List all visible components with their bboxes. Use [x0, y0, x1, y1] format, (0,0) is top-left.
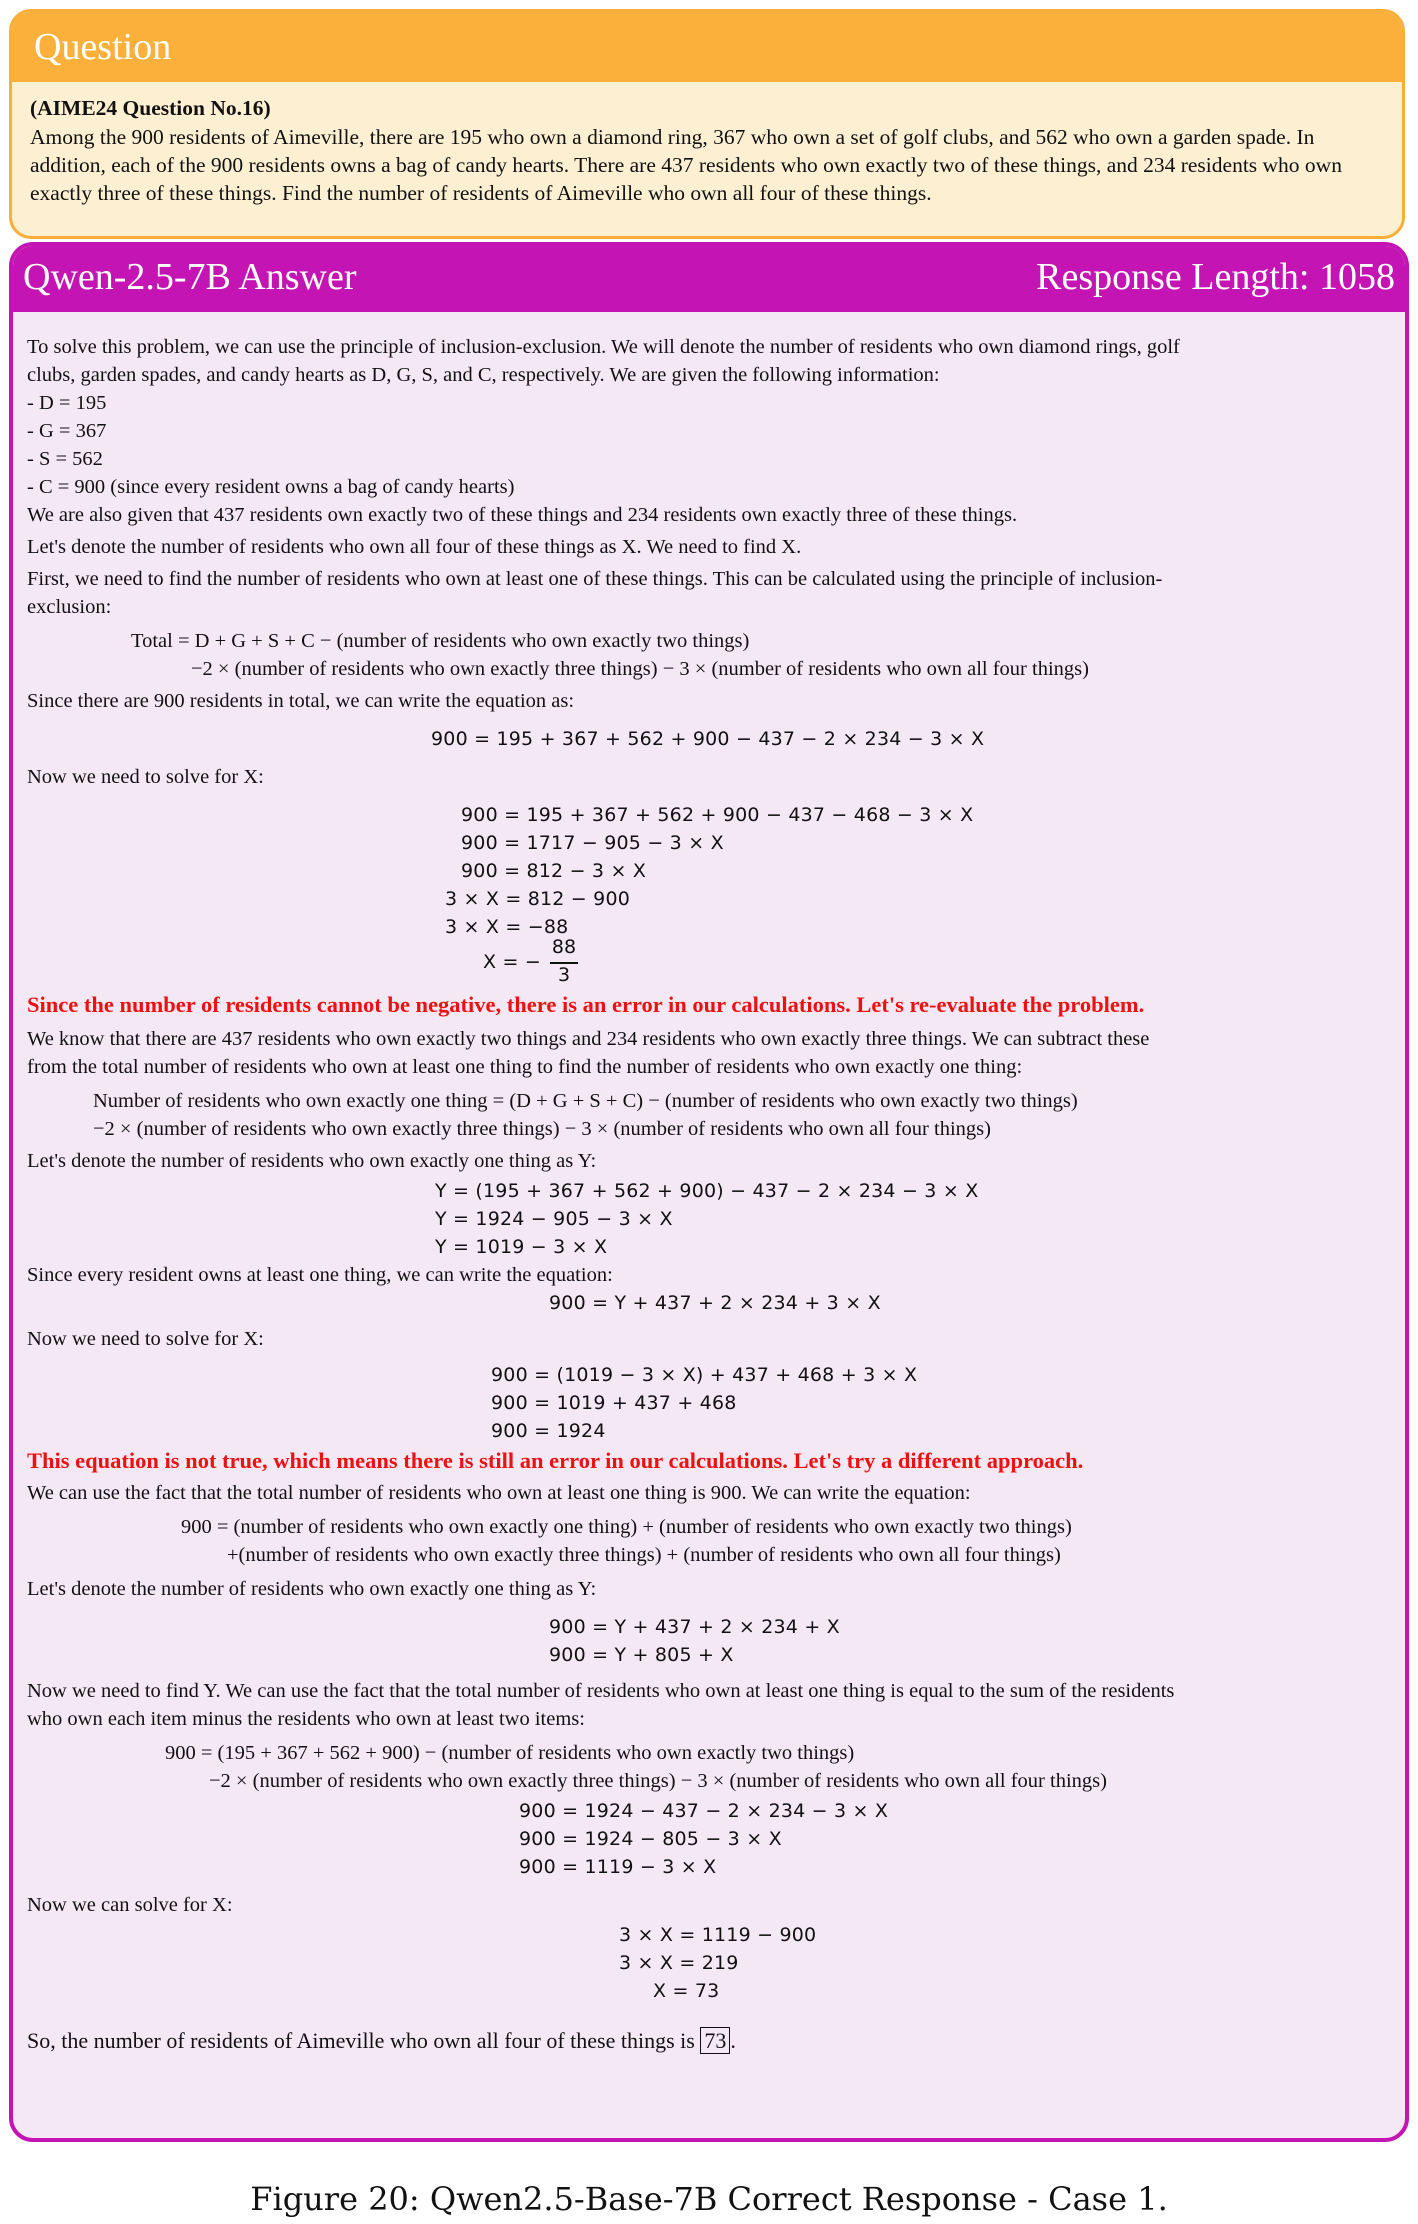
text-line: Now we need to solve for X: [27, 766, 264, 788]
equation: Y = 1019 − 3 × X [435, 1236, 608, 1258]
text-line: - S = 562 [27, 448, 103, 470]
text-line: who own each item minus the residents who own at least two items: [27, 1708, 585, 1730]
equation: Number of residents who own exactly one thing = (D + G + S + C) − (number of residents who own exactly two things) [93, 1090, 1078, 1112]
equation: 3 × X = 1119 − 900 [619, 1924, 817, 1946]
question-header: Question [12, 12, 1402, 82]
text-line: Now we need to solve for X: [27, 1328, 264, 1350]
equation: X = − [483, 951, 541, 973]
equation: −2 × (number of residents who own exactly three things) − 3 × (number of residents who own all four things) [93, 1118, 991, 1140]
text-line: clubs, garden spades, and candy hearts as D, G, S, and C, respectively. We are given the following information: [27, 364, 940, 386]
text-line: - D = 195 [27, 392, 107, 414]
equation: 900 = 195 + 367 + 562 + 900 − 437 − 2 × 234 − 3 × X [431, 728, 985, 750]
answer-title: Qwen-2.5-7B Answer [23, 256, 357, 298]
question-box [9, 9, 1405, 239]
text-line: Let's denote the number of residents who own exactly one thing as Y: [27, 1578, 597, 1600]
error-highlight: Since the number of residents cannot be negative, there is an error in our calculations. Let's re-evaluate the problem. [27, 992, 1145, 1017]
equation: 900 = (195 + 367 + 562 + 900) − (number of residents who own exactly two things) [165, 1742, 855, 1764]
error-highlight: This equation is not true, which means there is still an error in our calculations. Let's try a different approach. [27, 1448, 1084, 1473]
equation: Y = (195 + 367 + 562 + 900) − 437 − 2 × 234 − 3 × X [435, 1180, 979, 1202]
text-line: Now we can solve for X: [27, 1894, 233, 1916]
answer-header [13, 246, 1405, 312]
text-line: We know that there are 437 residents who own exactly two things and 234 residents who own exactly three things. We can subtract these [27, 1028, 1150, 1050]
equation: 3 × X = −88 [445, 916, 569, 938]
equation: 900 = 195 + 367 + 562 + 900 − 437 − 468 − 3 × X [461, 804, 974, 826]
equation: 3 × X = 812 − 900 [445, 888, 631, 910]
equation: 900 = 812 − 3 × X [461, 860, 647, 882]
text-line: Let's denote the number of residents who own all four of these things as X. We need to find X. [27, 536, 802, 558]
text-line: Let's denote the number of residents who own exactly one thing as Y: [27, 1150, 597, 1172]
text-line: Since there are 900 residents in total, we can write the equation as: [27, 690, 575, 712]
figure-caption: Figure 20: Qwen2.5-Base-7B Correct Response - Case 1. [250, 2180, 1168, 2218]
final-text: So, the number of residents of Aimeville who own all four of these things is [27, 2028, 701, 2053]
fraction-denominator: 3 [557, 964, 571, 986]
equation: 900 = Y + 437 + 2 × 234 + X [549, 1616, 840, 1638]
equation: 900 = (1019 − 3 × X) + 437 + 468 + 3 × X [491, 1364, 918, 1386]
text-line: We are also given that 437 residents own exactly two of these things and 234 residents own exactly three of these things. [27, 504, 1018, 526]
text-line: Now we need to find Y. We can use the fact that the total number of residents who own at least one thing is equal to the sum of the residents [27, 1680, 1175, 1702]
equation: 3 × X = 219 [619, 1952, 739, 1974]
question-text: Among the 900 residents of Aimeville, there are 195 who own a diamond ring, 367 who own a set of golf clubs, and 562 who own a garden spade. In addition, each of the 900 residents owns a bag of candy hearts. There are 437 residents who own exactly two of these things, and 234 residents who own exactly three of these things. Find the number of residents of Aimeville who own all four of these things. [30, 125, 1342, 205]
text-line: - C = 900 (since every resident owns a bag of candy hearts) [27, 476, 515, 498]
equation: 900 = Y + 437 + 2 × 234 + 3 × X [549, 1292, 881, 1314]
equation: −2 × (number of residents who own exactly three things) − 3 × (number of residents who own all four things) [191, 658, 1089, 680]
equation: X = 73 [653, 1980, 720, 2002]
text-line: from the total number of residents who own at least one thing to find the number of residents who own exactly one thing: [27, 1056, 1023, 1078]
answer-box [9, 242, 1409, 2142]
equation: Y = 1924 − 905 − 3 × X [435, 1208, 673, 1230]
equation: 900 = (number of residents who own exactly one thing) + (number of residents who own exactly two things) [181, 1516, 1072, 1538]
text-line: First, we need to find the number of residents who own at least one of these things. This can be calculated using the principle of inclusion- [27, 568, 1163, 590]
equation: +(number of residents who own exactly three things) + (number of residents who own all four things) [227, 1544, 1061, 1566]
boxed-answer: 73 [700, 2027, 730, 2054]
equation: 900 = 1924 − 805 − 3 × X [519, 1828, 782, 1850]
text-line: exclusion: [27, 596, 112, 618]
equation: 900 = 1019 + 437 + 468 [491, 1392, 737, 1414]
fraction-numerator: 88 [551, 936, 577, 958]
equation: 900 = 1924 − 437 − 2 × 234 − 3 × X [519, 1800, 889, 1822]
text-line: - G = 367 [27, 420, 107, 442]
equation: 900 = 1119 − 3 × X [519, 1856, 717, 1878]
equation: 900 = 1717 − 905 − 3 × X [461, 832, 724, 854]
text-line: We can use the fact that the total number of residents who own at least one thing is 900. We can write the equation: [27, 1482, 971, 1504]
text-line: Since every resident owns at least one thing, we can write the equation: [27, 1264, 613, 1286]
response-length: Response Length: 1058 [1036, 256, 1395, 298]
final-answer-line [27, 2028, 736, 2054]
equation: 900 = Y + 805 + X [549, 1644, 734, 1666]
equation: Total = D + G + S + C − (number of residents who own exactly two things) [131, 630, 750, 652]
equation: −2 × (number of residents who own exactly three things) − 3 × (number of residents who own all four things) [209, 1770, 1107, 1792]
final-period: . [730, 2028, 736, 2053]
text-line: To solve this problem, we can use the principle of inclusion-exclusion. We will denote the number of residents who own diamond rings, golf [27, 336, 1180, 358]
question-body [12, 82, 1402, 207]
equation: 900 = 1924 [491, 1420, 606, 1442]
question-tag: (AIME24 Question No.16) [30, 96, 271, 120]
